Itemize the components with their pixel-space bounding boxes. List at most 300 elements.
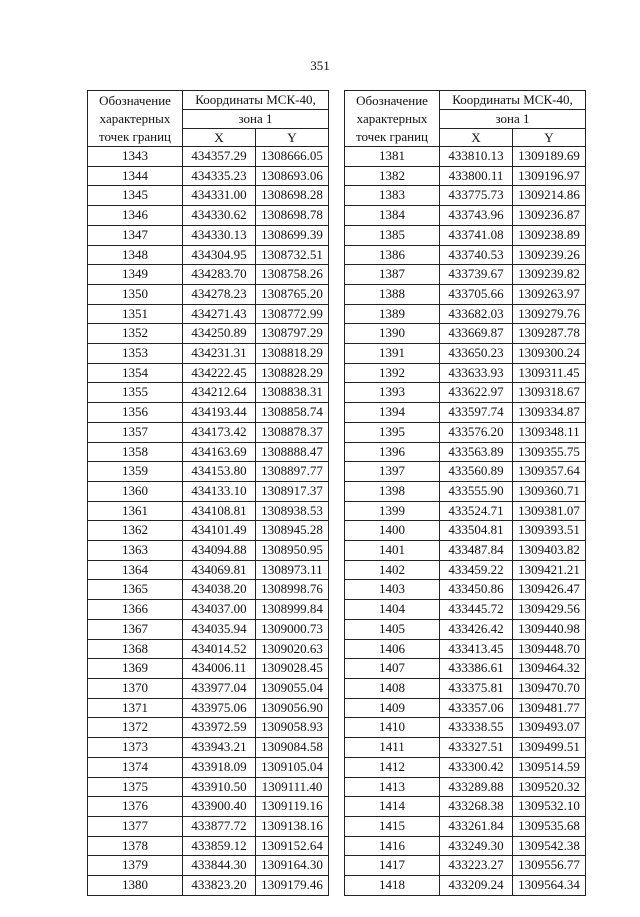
point-number-cell: 1379 xyxy=(88,856,183,876)
point-label-header xyxy=(88,91,183,147)
y-coordinate-cell: 1308897.77 xyxy=(256,462,329,482)
point-number-cell: 1347 xyxy=(88,225,183,245)
y-coordinate-cell: 1309119.16 xyxy=(256,797,329,817)
x-coordinate-cell: 433563.89 xyxy=(440,442,513,462)
point-number-cell: 1407 xyxy=(345,659,440,679)
y-coordinate-cell: 1309334.87 xyxy=(513,403,586,423)
point-number-cell: 1396 xyxy=(345,442,440,462)
table-row xyxy=(88,698,329,718)
x-coordinate-cell: 433977.04 xyxy=(183,678,256,698)
y-coordinate-cell: 1309239.26 xyxy=(513,245,586,265)
x-column-header: X xyxy=(440,129,513,147)
table-row xyxy=(345,738,586,758)
point-number-cell: 1351 xyxy=(88,304,183,324)
y-coordinate-cell: 1309421.21 xyxy=(513,560,586,580)
y-column-header: Y xyxy=(513,129,586,147)
table-body xyxy=(88,147,329,896)
y-coordinate-cell: 1309287.78 xyxy=(513,324,586,344)
x-coordinate-cell: 433413.45 xyxy=(440,639,513,659)
x-coordinate-cell: 433555.90 xyxy=(440,481,513,501)
point-number-cell: 1387 xyxy=(345,265,440,285)
table-row xyxy=(88,462,329,482)
x-coordinate-cell: 433743.96 xyxy=(440,206,513,226)
table-row xyxy=(345,206,586,226)
x-coordinate-cell: 434250.89 xyxy=(183,324,256,344)
x-coordinate-cell: 433357.06 xyxy=(440,698,513,718)
y-coordinate-cell: 1309028.45 xyxy=(256,659,329,679)
coordinates-table-left xyxy=(87,90,329,896)
x-coordinate-cell: 433943.21 xyxy=(183,738,256,758)
x-coordinate-cell: 434193.44 xyxy=(183,403,256,423)
table-body xyxy=(345,147,586,896)
y-coordinate-cell: 1309464.32 xyxy=(513,659,586,679)
point-number-cell: 1352 xyxy=(88,324,183,344)
point-number-cell: 1409 xyxy=(345,698,440,718)
zone-header: зона 1 xyxy=(183,110,329,129)
table-row xyxy=(88,600,329,620)
point-number-cell: 1415 xyxy=(345,816,440,836)
table-row xyxy=(345,757,586,777)
y-coordinate-cell: 1309318.67 xyxy=(513,383,586,403)
point-number-cell: 1389 xyxy=(345,304,440,324)
x-coordinate-cell: 433375.81 xyxy=(440,678,513,698)
point-number-cell: 1405 xyxy=(345,619,440,639)
y-coordinate-cell: 1309360.71 xyxy=(513,481,586,501)
point-number-cell: 1365 xyxy=(88,580,183,600)
point-number-cell: 1353 xyxy=(88,344,183,364)
table-row xyxy=(345,304,586,324)
table-row xyxy=(88,836,329,856)
point-number-cell: 1381 xyxy=(345,147,440,167)
point-number-cell: 1364 xyxy=(88,560,183,580)
y-coordinate-cell: 1309105.04 xyxy=(256,757,329,777)
table-row xyxy=(88,344,329,364)
y-coordinate-cell: 1309164.30 xyxy=(256,856,329,876)
table-row xyxy=(88,245,329,265)
point-number-cell: 1354 xyxy=(88,363,183,383)
table-row xyxy=(88,541,329,561)
point-number-cell: 1412 xyxy=(345,757,440,777)
x-coordinate-cell: 433576.20 xyxy=(440,422,513,442)
y-coordinate-cell: 1309520.32 xyxy=(513,777,586,797)
header-label-line: характерных xyxy=(356,110,428,126)
x-coordinate-cell: 433844.30 xyxy=(183,856,256,876)
y-coordinate-cell: 1309056.90 xyxy=(256,698,329,718)
x-coordinate-cell: 434222.45 xyxy=(183,363,256,383)
table-row xyxy=(345,442,586,462)
x-coordinate-cell: 434331.00 xyxy=(183,186,256,206)
x-coordinate-cell: 433918.09 xyxy=(183,757,256,777)
table-row xyxy=(88,718,329,738)
y-coordinate-cell: 1309055.04 xyxy=(256,678,329,698)
y-coordinate-cell: 1308732.51 xyxy=(256,245,329,265)
x-coordinate-cell: 434153.80 xyxy=(183,462,256,482)
y-coordinate-cell: 1308758.26 xyxy=(256,265,329,285)
point-number-cell: 1394 xyxy=(345,403,440,423)
point-number-cell: 1401 xyxy=(345,541,440,561)
point-number-cell: 1361 xyxy=(88,501,183,521)
point-number-cell: 1356 xyxy=(88,403,183,423)
table-row xyxy=(88,481,329,501)
y-coordinate-cell: 1309499.51 xyxy=(513,738,586,758)
x-coordinate-cell: 433669.87 xyxy=(440,324,513,344)
y-coordinate-cell: 1309020.63 xyxy=(256,639,329,659)
point-number-cell: 1404 xyxy=(345,600,440,620)
x-coordinate-cell: 434173.42 xyxy=(183,422,256,442)
y-coordinate-cell: 1308666.05 xyxy=(256,147,329,167)
y-coordinate-cell: 1309111.40 xyxy=(256,777,329,797)
x-coordinate-cell: 433972.59 xyxy=(183,718,256,738)
y-coordinate-cell: 1309532.10 xyxy=(513,797,586,817)
y-coordinate-cell: 1309403.82 xyxy=(513,541,586,561)
point-number-cell: 1377 xyxy=(88,816,183,836)
y-coordinate-cell: 1309393.51 xyxy=(513,521,586,541)
x-coordinate-cell: 433261.84 xyxy=(440,816,513,836)
y-coordinate-cell: 1309279.76 xyxy=(513,304,586,324)
table-row xyxy=(88,363,329,383)
table-row xyxy=(345,580,586,600)
y-coordinate-cell: 1308797.29 xyxy=(256,324,329,344)
x-coordinate-cell: 434101.49 xyxy=(183,521,256,541)
table-row xyxy=(88,324,329,344)
y-coordinate-cell: 1309236.87 xyxy=(513,206,586,226)
x-coordinate-cell: 433810.13 xyxy=(440,147,513,167)
y-coordinate-cell: 1309440.98 xyxy=(513,619,586,639)
y-coordinate-cell: 1308888.47 xyxy=(256,442,329,462)
y-coordinate-cell: 1309152.64 xyxy=(256,836,329,856)
point-number-cell: 1382 xyxy=(345,166,440,186)
table-row xyxy=(88,639,329,659)
x-coordinate-cell: 434271.43 xyxy=(183,304,256,324)
y-coordinate-cell: 1308698.28 xyxy=(256,186,329,206)
x-coordinate-cell: 433900.40 xyxy=(183,797,256,817)
header-label-line: точек границ xyxy=(355,128,429,144)
y-coordinate-cell: 1309514.59 xyxy=(513,757,586,777)
point-number-cell: 1385 xyxy=(345,225,440,245)
table-row xyxy=(88,147,329,167)
x-coordinate-cell: 433975.06 xyxy=(183,698,256,718)
point-number-cell: 1358 xyxy=(88,442,183,462)
x-coordinate-cell: 434094.88 xyxy=(183,541,256,561)
table-row xyxy=(345,619,586,639)
table-header xyxy=(345,91,586,147)
table-row xyxy=(88,856,329,876)
y-coordinate-cell: 1309556.77 xyxy=(513,856,586,876)
header-label-line: точек границ xyxy=(98,128,172,144)
table-row xyxy=(345,600,586,620)
y-coordinate-cell: 1309263.97 xyxy=(513,284,586,304)
x-coordinate-cell: 433300.42 xyxy=(440,757,513,777)
table-row xyxy=(88,678,329,698)
table-row xyxy=(345,521,586,541)
header-label-line: характерных xyxy=(99,110,171,126)
x-coordinate-cell: 434330.13 xyxy=(183,225,256,245)
table-row xyxy=(345,245,586,265)
point-number-cell: 1350 xyxy=(88,284,183,304)
y-coordinate-cell: 1309084.58 xyxy=(256,738,329,758)
x-coordinate-cell: 433338.55 xyxy=(440,718,513,738)
point-number-cell: 1384 xyxy=(345,206,440,226)
table-row xyxy=(88,876,329,896)
point-number-cell: 1376 xyxy=(88,797,183,817)
table-row xyxy=(345,718,586,738)
table-row xyxy=(88,422,329,442)
y-coordinate-cell: 1308765.20 xyxy=(256,284,329,304)
point-number-cell: 1414 xyxy=(345,797,440,817)
table-row xyxy=(345,816,586,836)
point-number-cell: 1406 xyxy=(345,639,440,659)
point-number-cell: 1368 xyxy=(88,639,183,659)
point-number-cell: 1362 xyxy=(88,521,183,541)
table-row xyxy=(88,659,329,679)
table-row xyxy=(345,698,586,718)
table-row xyxy=(345,560,586,580)
x-coordinate-cell: 433705.66 xyxy=(440,284,513,304)
x-coordinate-cell: 433524.71 xyxy=(440,501,513,521)
y-coordinate-cell: 1309564.34 xyxy=(513,876,586,896)
point-number-cell: 1372 xyxy=(88,718,183,738)
point-number-cell: 1395 xyxy=(345,422,440,442)
y-coordinate-cell: 1308938.53 xyxy=(256,501,329,521)
point-number-cell: 1399 xyxy=(345,501,440,521)
y-coordinate-cell: 1309311.45 xyxy=(513,363,586,383)
point-number-cell: 1380 xyxy=(88,876,183,896)
point-number-cell: 1416 xyxy=(345,836,440,856)
point-number-cell: 1373 xyxy=(88,738,183,758)
x-coordinate-cell: 433775.73 xyxy=(440,186,513,206)
table-row xyxy=(88,777,329,797)
x-coordinate-cell: 433823.20 xyxy=(183,876,256,896)
point-number-cell: 1402 xyxy=(345,560,440,580)
point-number-cell: 1359 xyxy=(88,462,183,482)
table-row xyxy=(88,383,329,403)
y-coordinate-cell: 1308772.99 xyxy=(256,304,329,324)
table-header xyxy=(88,91,329,147)
point-number-cell: 1374 xyxy=(88,757,183,777)
y-coordinate-cell: 1309189.69 xyxy=(513,147,586,167)
y-coordinate-cell: 1309239.82 xyxy=(513,265,586,285)
y-coordinate-cell: 1309429.56 xyxy=(513,600,586,620)
point-number-cell: 1390 xyxy=(345,324,440,344)
y-coordinate-cell: 1308999.84 xyxy=(256,600,329,620)
y-coordinate-cell: 1308917.37 xyxy=(256,481,329,501)
table-row xyxy=(88,206,329,226)
table-row xyxy=(345,678,586,698)
y-coordinate-cell: 1309300.24 xyxy=(513,344,586,364)
point-number-cell: 1357 xyxy=(88,422,183,442)
x-coordinate-cell: 433739.67 xyxy=(440,265,513,285)
table-row xyxy=(345,186,586,206)
table-row xyxy=(345,422,586,442)
x-coordinate-cell: 434006.11 xyxy=(183,659,256,679)
x-coordinate-cell: 433327.51 xyxy=(440,738,513,758)
table-row xyxy=(88,501,329,521)
y-coordinate-cell: 1309381.07 xyxy=(513,501,586,521)
table-row xyxy=(345,265,586,285)
table-row xyxy=(88,580,329,600)
x-coordinate-cell: 434014.52 xyxy=(183,639,256,659)
point-number-cell: 1397 xyxy=(345,462,440,482)
x-coordinate-cell: 434304.95 xyxy=(183,245,256,265)
table-row xyxy=(345,777,586,797)
y-coordinate-cell: 1309000.73 xyxy=(256,619,329,639)
x-coordinate-cell: 433877.72 xyxy=(183,816,256,836)
point-number-cell: 1417 xyxy=(345,856,440,876)
point-number-cell: 1343 xyxy=(88,147,183,167)
x-coordinate-cell: 433741.08 xyxy=(440,225,513,245)
y-coordinate-cell: 1308950.95 xyxy=(256,541,329,561)
table-row xyxy=(88,442,329,462)
table-row xyxy=(88,757,329,777)
x-coordinate-cell: 434035.94 xyxy=(183,619,256,639)
x-coordinate-cell: 434163.69 xyxy=(183,442,256,462)
point-number-cell: 1371 xyxy=(88,698,183,718)
x-coordinate-cell: 433445.72 xyxy=(440,600,513,620)
table-row xyxy=(345,501,586,521)
table-row xyxy=(345,856,586,876)
y-coordinate-cell: 1308698.78 xyxy=(256,206,329,226)
x-coordinate-cell: 433560.89 xyxy=(440,462,513,482)
y-coordinate-cell: 1309355.75 xyxy=(513,442,586,462)
y-coordinate-cell: 1309138.16 xyxy=(256,816,329,836)
point-number-cell: 1378 xyxy=(88,836,183,856)
y-coordinate-cell: 1309214.86 xyxy=(513,186,586,206)
x-coordinate-cell: 434212.64 xyxy=(183,383,256,403)
point-number-cell: 1383 xyxy=(345,186,440,206)
point-number-cell: 1363 xyxy=(88,541,183,561)
y-coordinate-cell: 1308945.28 xyxy=(256,521,329,541)
y-coordinate-cell: 1309426.47 xyxy=(513,580,586,600)
x-coordinate-cell: 433249.30 xyxy=(440,836,513,856)
point-number-cell: 1370 xyxy=(88,678,183,698)
x-coordinate-cell: 433504.81 xyxy=(440,521,513,541)
point-number-cell: 1391 xyxy=(345,344,440,364)
point-number-cell: 1360 xyxy=(88,481,183,501)
point-number-cell: 1345 xyxy=(88,186,183,206)
table-row xyxy=(345,147,586,167)
header-label-line: Обозначение xyxy=(99,92,171,108)
zone-header: зона 1 xyxy=(440,110,586,129)
table-row xyxy=(345,344,586,364)
table-row xyxy=(88,619,329,639)
table-row xyxy=(345,541,586,561)
y-coordinate-cell: 1309058.93 xyxy=(256,718,329,738)
x-coordinate-cell: 433910.50 xyxy=(183,777,256,797)
x-coordinate-cell: 434231.31 xyxy=(183,344,256,364)
y-coordinate-cell: 1308818.29 xyxy=(256,344,329,364)
table-row xyxy=(88,304,329,324)
point-number-cell: 1346 xyxy=(88,206,183,226)
table-row xyxy=(345,324,586,344)
point-number-cell: 1408 xyxy=(345,678,440,698)
x-coordinate-cell: 433487.84 xyxy=(440,541,513,561)
point-number-cell: 1413 xyxy=(345,777,440,797)
x-coordinate-cell: 433633.93 xyxy=(440,363,513,383)
x-coordinate-cell: 433650.23 xyxy=(440,344,513,364)
y-coordinate-cell: 1309535.68 xyxy=(513,816,586,836)
x-coordinate-cell: 434108.81 xyxy=(183,501,256,521)
point-number-cell: 1348 xyxy=(88,245,183,265)
table-row xyxy=(88,797,329,817)
x-coordinate-cell: 433459.22 xyxy=(440,560,513,580)
point-number-cell: 1349 xyxy=(88,265,183,285)
table-row xyxy=(345,166,586,186)
y-coordinate-cell: 1309179.46 xyxy=(256,876,329,896)
table-row xyxy=(345,383,586,403)
page-number: 351 xyxy=(310,58,330,73)
y-coordinate-cell: 1309238.89 xyxy=(513,225,586,245)
point-number-cell: 1400 xyxy=(345,521,440,541)
point-number-cell: 1393 xyxy=(345,383,440,403)
y-column-header: Y xyxy=(256,129,329,147)
table-row xyxy=(345,659,586,679)
x-coordinate-cell: 433426.42 xyxy=(440,619,513,639)
y-coordinate-cell: 1309493.07 xyxy=(513,718,586,738)
x-coordinate-cell: 433597.74 xyxy=(440,403,513,423)
x-coordinate-cell: 434038.20 xyxy=(183,580,256,600)
coordinate-system-header: Координаты МСК-40, xyxy=(183,91,329,110)
x-coordinate-cell: 434133.10 xyxy=(183,481,256,501)
x-coordinate-cell: 434037.00 xyxy=(183,600,256,620)
table-row xyxy=(88,284,329,304)
y-coordinate-cell: 1309196.97 xyxy=(513,166,586,186)
table-row xyxy=(88,403,329,423)
point-number-cell: 1367 xyxy=(88,619,183,639)
point-number-cell: 1375 xyxy=(88,777,183,797)
point-number-cell: 1392 xyxy=(345,363,440,383)
x-coordinate-cell: 433289.88 xyxy=(440,777,513,797)
x-coordinate-cell: 433386.61 xyxy=(440,659,513,679)
y-coordinate-cell: 1308828.29 xyxy=(256,363,329,383)
x-coordinate-cell: 433450.86 xyxy=(440,580,513,600)
table-row xyxy=(88,816,329,836)
point-number-cell: 1403 xyxy=(345,580,440,600)
x-coordinate-cell: 433223.27 xyxy=(440,856,513,876)
y-coordinate-cell: 1309542.38 xyxy=(513,836,586,856)
table-row xyxy=(345,639,586,659)
table-row xyxy=(88,166,329,186)
point-number-cell: 1386 xyxy=(345,245,440,265)
y-coordinate-cell: 1308973.11 xyxy=(256,560,329,580)
table-row xyxy=(345,363,586,383)
y-coordinate-cell: 1309448.70 xyxy=(513,639,586,659)
x-coordinate-cell: 434283.70 xyxy=(183,265,256,285)
x-coordinate-cell: 433622.97 xyxy=(440,383,513,403)
y-coordinate-cell: 1308858.74 xyxy=(256,403,329,423)
table-row xyxy=(345,876,586,896)
y-coordinate-cell: 1308699.39 xyxy=(256,225,329,245)
point-number-cell: 1398 xyxy=(345,481,440,501)
x-coordinate-cell: 434278.23 xyxy=(183,284,256,304)
table-row xyxy=(88,265,329,285)
table-row xyxy=(345,836,586,856)
table-row xyxy=(88,521,329,541)
point-number-cell: 1410 xyxy=(345,718,440,738)
table-row xyxy=(88,225,329,245)
x-coordinate-cell: 433740.53 xyxy=(440,245,513,265)
x-coordinate-cell: 433859.12 xyxy=(183,836,256,856)
x-column-header: X xyxy=(183,129,256,147)
y-coordinate-cell: 1308998.76 xyxy=(256,580,329,600)
y-coordinate-cell: 1309481.77 xyxy=(513,698,586,718)
y-coordinate-cell: 1309348.11 xyxy=(513,422,586,442)
x-coordinate-cell: 433268.38 xyxy=(440,797,513,817)
x-coordinate-cell: 433682.03 xyxy=(440,304,513,324)
table-row xyxy=(88,738,329,758)
point-number-cell: 1366 xyxy=(88,600,183,620)
x-coordinate-cell: 434330.62 xyxy=(183,206,256,226)
coordinate-system-header: Координаты МСК-40, xyxy=(440,91,586,110)
